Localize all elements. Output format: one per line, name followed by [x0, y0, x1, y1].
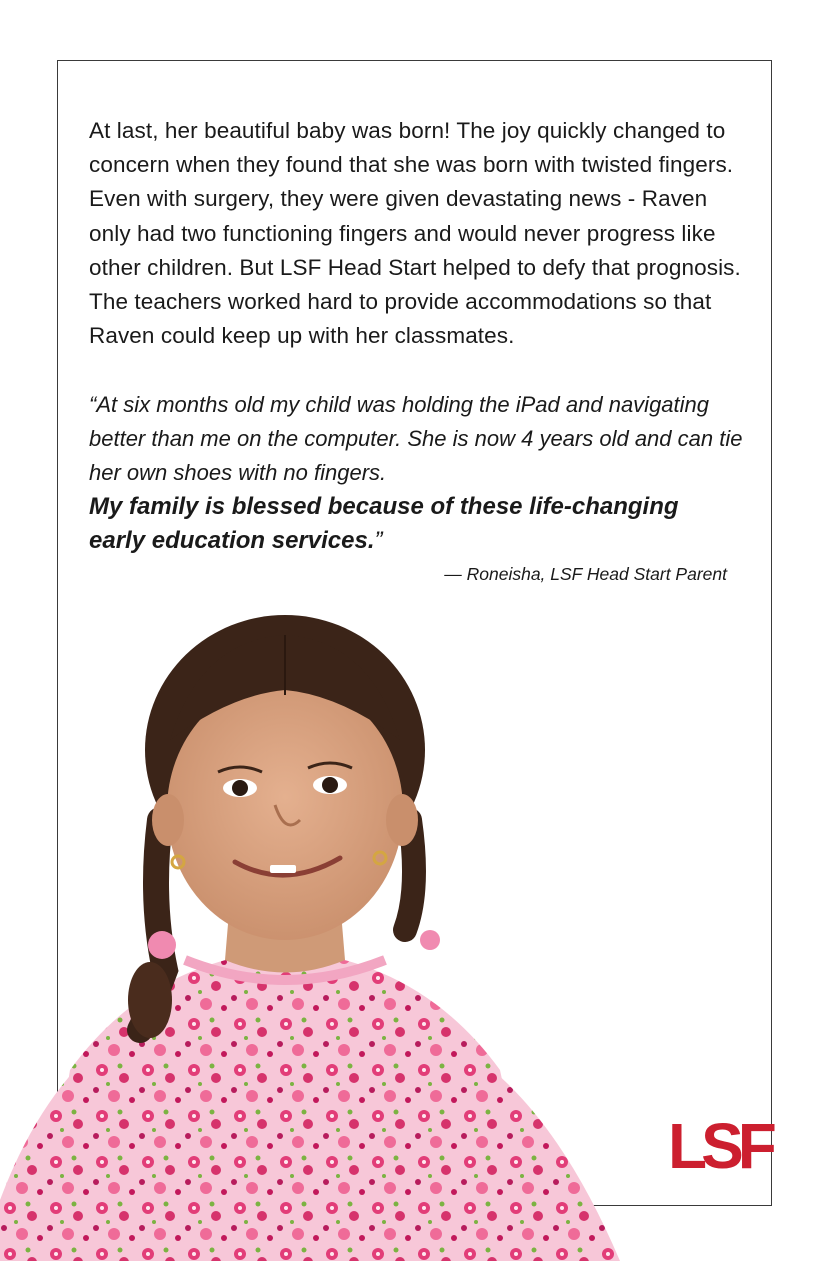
closing-quote-mark: ” [374, 527, 383, 554]
lsf-logo [668, 1100, 771, 1192]
parent-quote: “At six months old my child was holding the iPad and navigating better than me on the computer. She is now 4 years old and can tie her own shoes with no fingers. [89, 392, 743, 486]
lsf-logo-text: LSF [668, 1110, 771, 1182]
quote-emphasis-text: My family is blessed because of these life-changing early education services. [89, 493, 679, 554]
quote-emphasis [89, 490, 709, 558]
story-paragraph: At last, her beautiful baby was born! The joy quickly changed to concern when they found that she was born with twisted fingers. Even with surgery, they were given devastating news - Raven only had two functioning fingers and would never progress like other children. But LSF Head Start helped to defy that prognosis. The teachers worked hard to provide accommodations so that Raven could keep up with her classmates. [89, 118, 741, 349]
quote-attribution: — Roneisha, LSF Head Start Parent [444, 564, 727, 584]
